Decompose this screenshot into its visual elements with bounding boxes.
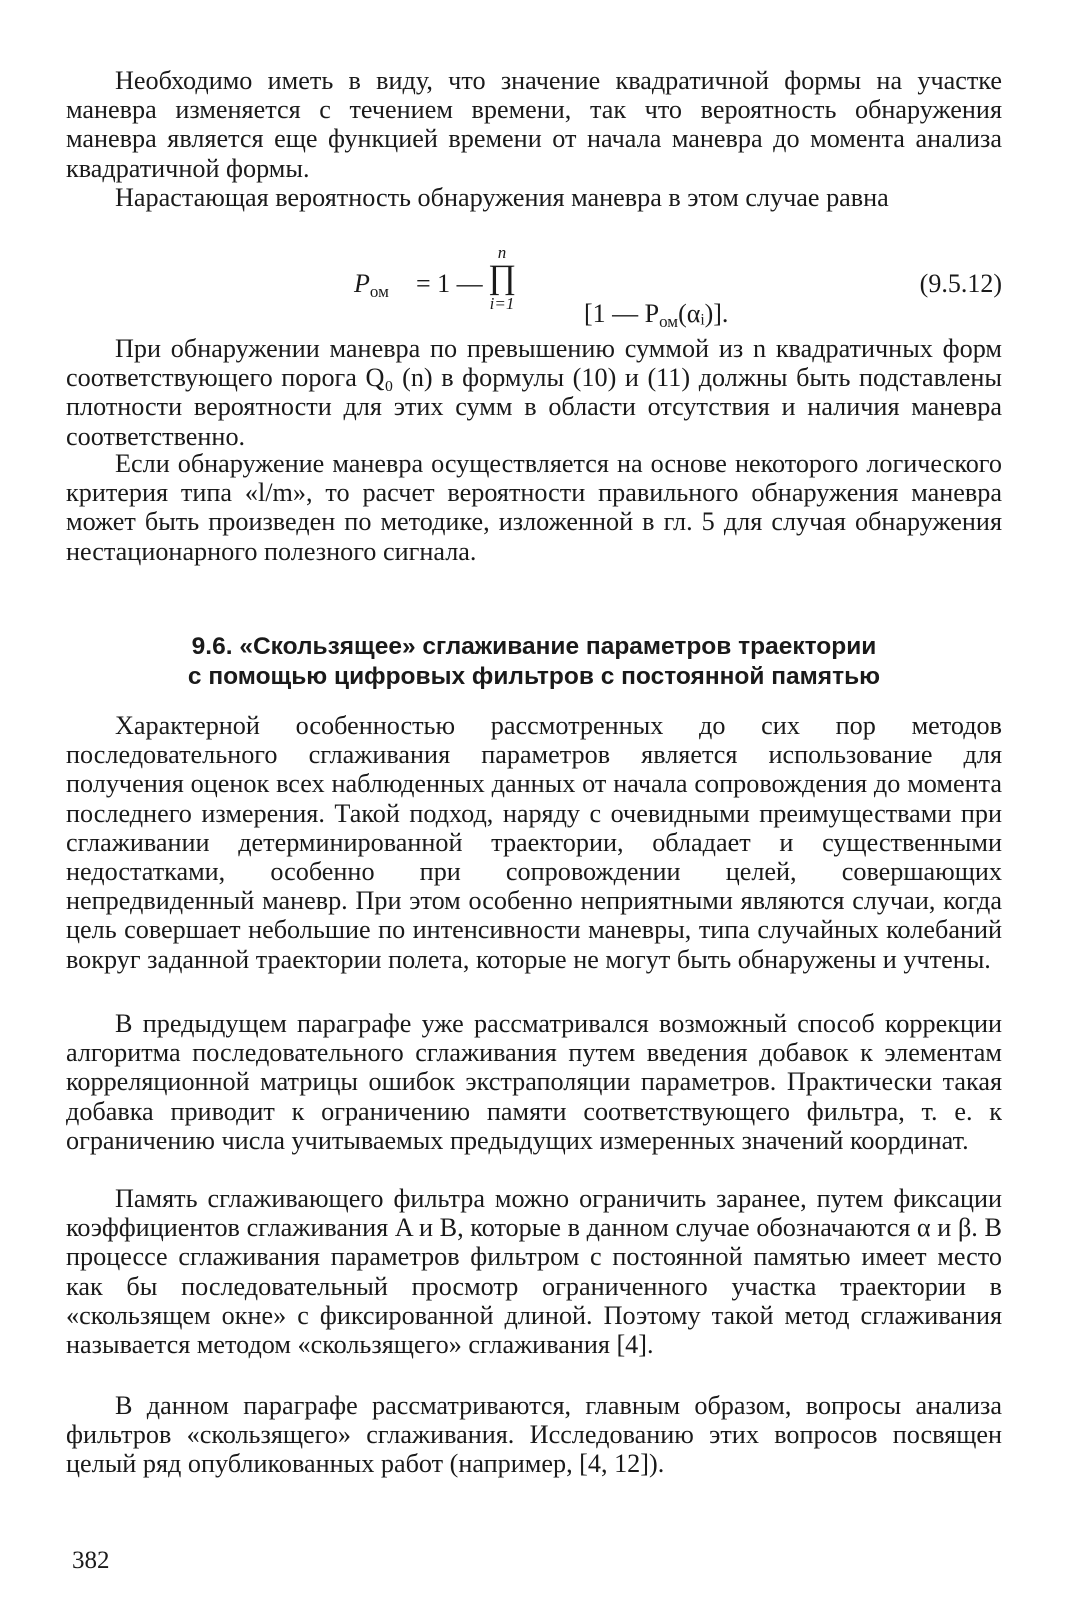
paragraph-8: В данном параграфе рассматриваются, главным образом, вопросы анализа фильтров «скользящего» сглаживания. Исследованию этих вопросов посвящен целый ряд опубликованных работ (например, [4, 12]). (66, 1391, 1002, 1479)
paragraph-4: Если обнаружение маневра осуществляется на основе некоторого логического критерия типа «l/m», то расчет вероятности правильного обнаружения маневра может быть произведен по методике, изложенной в гл. 5 для случая обнаружения нестационарного полезного сигнала. (66, 449, 1002, 566)
section-heading-line-2: с помощью цифровых фильтров с постоянной памятью (187, 663, 881, 690)
section-heading-line-1: 9.6. «Скользящее» сглаживание параметров траектории (191, 633, 877, 660)
equation-9-5-12 (66, 243, 1002, 331)
equation-number: (9.5.12) (919, 269, 1002, 298)
paragraph-2: Нарастающая вероятность обнаружения маневра в этом случае равна (115, 183, 889, 212)
paragraph-5: Характерной особенностью рассмотренных до сих пор методов последовательного сглаживания параметров является использование для получения оценок всех наблюденных данных от начала сопровождения до момента последнего измерения. Такой подход, наряду с очевидными преимуществами при сглаживании детерминированной траектории, обладает и существенными недостатками, особенно при сопровождении целей, совершающих непредвиденный маневр. При этом особенно неприятными являются случаи, когда цель совершает небольшие по интенсивности маневры, типа случайных колебаний вокруг заданной траектории полета, которые не могут быть обнаружены и учтены. (66, 711, 1002, 974)
product-operator: n ∏ i=1 (488, 243, 516, 313)
paragraph-3: При обнаружении маневра по превышению суммой из n квадратичных форм соответствующего порога Q₀ (n) в формулы (10) и (11) должны быть подставлены плотности вероятности для этих сумм в области отсутствия и наличия маневра соответственно. (66, 334, 1002, 451)
section-heading (66, 632, 1002, 692)
formula-rhs: [1 — $P_{ом}(\alpha ᵢ)$]. (584, 299, 729, 331)
page-number: 382 (72, 1547, 110, 1574)
formula-lhs: $P_{ом}$ (354, 269, 389, 301)
paragraph-6: В предыдущем параграфе уже рассматривался возможный способ коррекции алгоритма последовательного сглаживания путем введения добавок к элементам корреляционной матрицы ошибок экстраполяции параметров. Практически такая добавка приводит к ограничению памяти соответствующего фильтра, т. е. к ограничению числа учитываемых предыдущих измеренных значений координат. (66, 1009, 1002, 1155)
paragraph-7: Память сглаживающего фильтра можно ограничить заранее, путем фиксации коэффициентов сглаживания A и B, которые в данном случае обозначаются α и β. В процессе сглаживания параметров фильтром с постоянной памятью имеет место как бы последовательный просмотр ограниченного участка траектории в «скользящем окне» с фиксированной длиной. Поэтому такой метод сглаживания называется методом «скользящего» сглаживания [4]. (66, 1184, 1002, 1360)
formula-equals: = 1 — (416, 269, 483, 298)
paragraph-1: Необходимо иметь в виду, что значение квадратичной формы на участке маневра изменяется с течением времени, так что вероятность обнаружения маневра является еще функцией времени от начала маневра до момента анализа квадратичной формы. (66, 66, 1002, 183)
